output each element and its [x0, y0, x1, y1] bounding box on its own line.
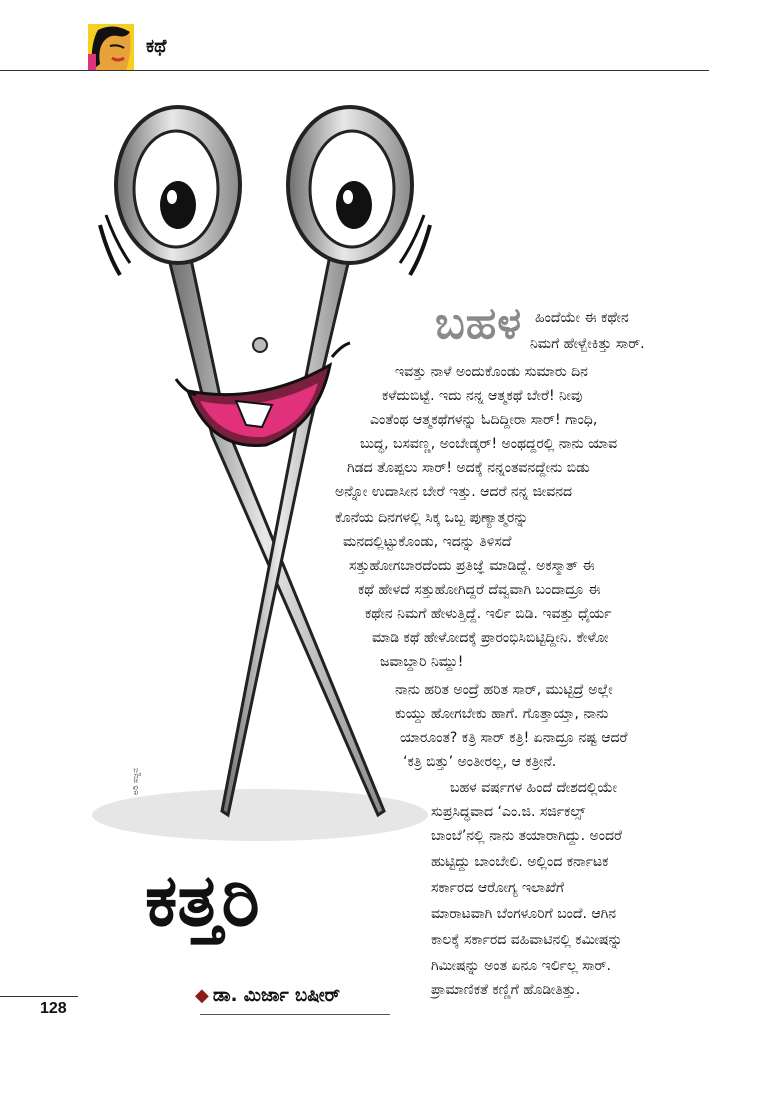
story-line: ಜವಾಬ್ದಾರಿ ನಿಮ್ದು! — [380, 654, 464, 670]
story-line: ಪ್ರಾಮಾಣಿಕತೆ ಕಣ್ಣಿಗೆ ಹೊಡೀತಿತ್ತು. — [431, 982, 581, 998]
dropcap: ಬಹಳ — [435, 298, 523, 349]
story-line: ಬಾಂಬೆ’ನಲ್ಲಿ ನಾನು ತಯಾರಾಗಿದ್ದು. ಅಂದರೆ — [431, 828, 622, 844]
story-line: ಕೊನೆಯ ದಿನಗಳಲ್ಲಿ ಸಿಕ್ಕ ಒಬ್ಬ ಪುಣ್ಯಾತ್ಮರನ್ನು — [335, 510, 529, 526]
story-line: ಅನ್ನೋ ಉದಾಸೀನ ಬೇರೆ ಇತ್ತು. ಆದರೆ ನನ್ನ ಜೀವನದ — [335, 484, 573, 500]
story-line: ಬಹಳ ವರ್ಷಗಳ ಹಿಂದೆ ದೇಶದಲ್ಲಿಯೇ — [450, 780, 618, 796]
story-line: ಎಂತೆಂಥ ಆತ್ಮಕಥೆಗಳನ್ನು ಓದಿದ್ದೀರಾ ಸಾರ್! ಗಾಂಧಿ, — [370, 412, 598, 428]
story-line: ಕಾಲಕ್ಕೆ ಸರ್ಕಾರದ ವಹಿವಾಟಿನಲ್ಲಿ ಕಮೀಷನ್ನು — [431, 932, 623, 948]
author-byline — [195, 985, 340, 1006]
story-line: ಸುಪ್ರಸಿದ್ಧವಾದ ‘ಎಂ.ಜಿ. ಸರ್ಜಿಕಲ್ಸ್ — [431, 804, 586, 820]
story-line: ಮಾಡಿ ಕಥೆ ಹೇಳೋದಕ್ಕೆ ಪ್ರಾರಂಭಿಸಿಬಿಟ್ಟಿದ್ದೀನಿ. ಕೇಳೋ — [372, 630, 609, 646]
author-name: ಡಾ. ಮಿರ್ಜಾ ಬಷೀರ್ — [212, 985, 340, 1006]
story-line: ಮನದಲ್ಲಿಟ್ಟುಕೊಂಡು, ಇದನ್ನು ತಿಳಿಸದೆ — [343, 534, 512, 550]
story-title: ಕತ್ತರಿ — [145, 858, 260, 942]
story-line: ಸತ್ತುಹೋಗಬಾರದೆಂದು ಪ್ರತಿಜ್ಞೆ ಮಾಡಿದ್ದೆ. ಅಕಸ್ಮಾತ್ ಈ — [349, 558, 595, 574]
story-line: ಸರ್ಕಾರದ ಆರೋಗ್ಯ ಇಲಾಖೆಗೆ — [431, 880, 564, 896]
diamond-icon: ◆ — [195, 985, 209, 1006]
story-line: ‘ಕತ್ರಿ ಬಿತ್ತು’ ಅಂತೀರಲ್ಲ, ಆ ಕತ್ರೀನೆ. — [403, 754, 557, 770]
section-label: ಕಥೆ — [146, 36, 167, 57]
story-line: ಗಿಡದ ತೊಪ್ಪಲು ಸಾರ್! ಅದಕ್ಕೆ ನನ್ನಂತವನದ್ದೇನು ಬಿಡು — [347, 460, 590, 476]
story-line: ನಿಮಗೆ ಹೇಳ್ಬೇಕಿತ್ತು ಸಾರ್. — [530, 336, 645, 352]
story-line: ಬುದ್ಧ, ಬಸವಣ್ಣ, ಅಂಬೇಡ್ಕರ್! ಅಂಥದ್ದರಲ್ಲಿ ನಾನು ಯಾವ — [360, 436, 618, 452]
byline-divider — [200, 1014, 390, 1015]
story-line: ಕಥೇನ ನಿಮಗೆ ಹೇಳುತ್ತಿದ್ದೆ. ಇರ್ಲಿ ಬಿಡಿ. ಇವತ್ತು ಧೈರ್ಯ — [365, 606, 612, 622]
story-line: ಕಥೆ ಹೇಳದೆ ಸತ್ತುಹೋಗಿದ್ದರೆ ದೆವ್ವವಾಗಿ ಬಂದಾದ್ರೂ ಈ — [358, 582, 601, 598]
story-line: ಹುಟ್ಟಿದ್ದು ಬಾಂಬೇಲಿ. ಅಲ್ಲಿಂದ ಕರ್ನಾಟಕ — [431, 854, 609, 870]
story-line: ನಾನು ಹರಿತ ಅಂದ್ರೆ ಹರಿತ ಸಾರ್, ಮುಟ್ಟಿದ್ರೆ ಅಲ್ಲೇ — [395, 682, 613, 698]
story-line: ಗಿಮೀಷನ್ನು ಅಂತ ಏನೂ ಇರ್ಲಿಲ್ಲ ಸಾರ್. — [431, 958, 611, 974]
story-line: ಕುಯ್ದು ಹೋಗಬೇಕು ಹಾಗೆ. ಗೊತ್ತಾಯ್ತಾ, ನಾನು — [395, 706, 609, 722]
story-line: ಹಿಂದೆಯೇ ಈ ಕಥೇನ — [535, 310, 629, 326]
page-number-divider — [0, 996, 78, 997]
story-line: ಮಾರಾಟವಾಗಿ ಬೆಂಗಳೂರಿಗೆ ಬಂದೆ. ಆಗಿನ — [431, 906, 617, 922]
story-line: ಕಳೆದುಬಿಟ್ಟೆ. ಇದು ನನ್ನ ಆತ್ಮಕಥೆ ಬೇರೆ! ನೀವು — [382, 388, 583, 404]
illustration-signature: ಅರಿ ಸಜ್ಜನ — [131, 768, 140, 795]
section-logo — [88, 24, 134, 70]
story-line: ಯಾರೂಂತ? ಕತ್ರಿ ಸಾರ್ ಕತ್ರಿ! ಏನಾದ್ರೂ ನಷ್ಟ ಆದರೆ — [400, 730, 628, 746]
story-line: ಇವತ್ತು ನಾಳೆ ಅಂದುಕೊಂಡು ಸುಮಾರು ದಿನ — [395, 364, 588, 380]
header-divider — [0, 70, 709, 71]
page-number: 128 — [40, 1000, 67, 1017]
